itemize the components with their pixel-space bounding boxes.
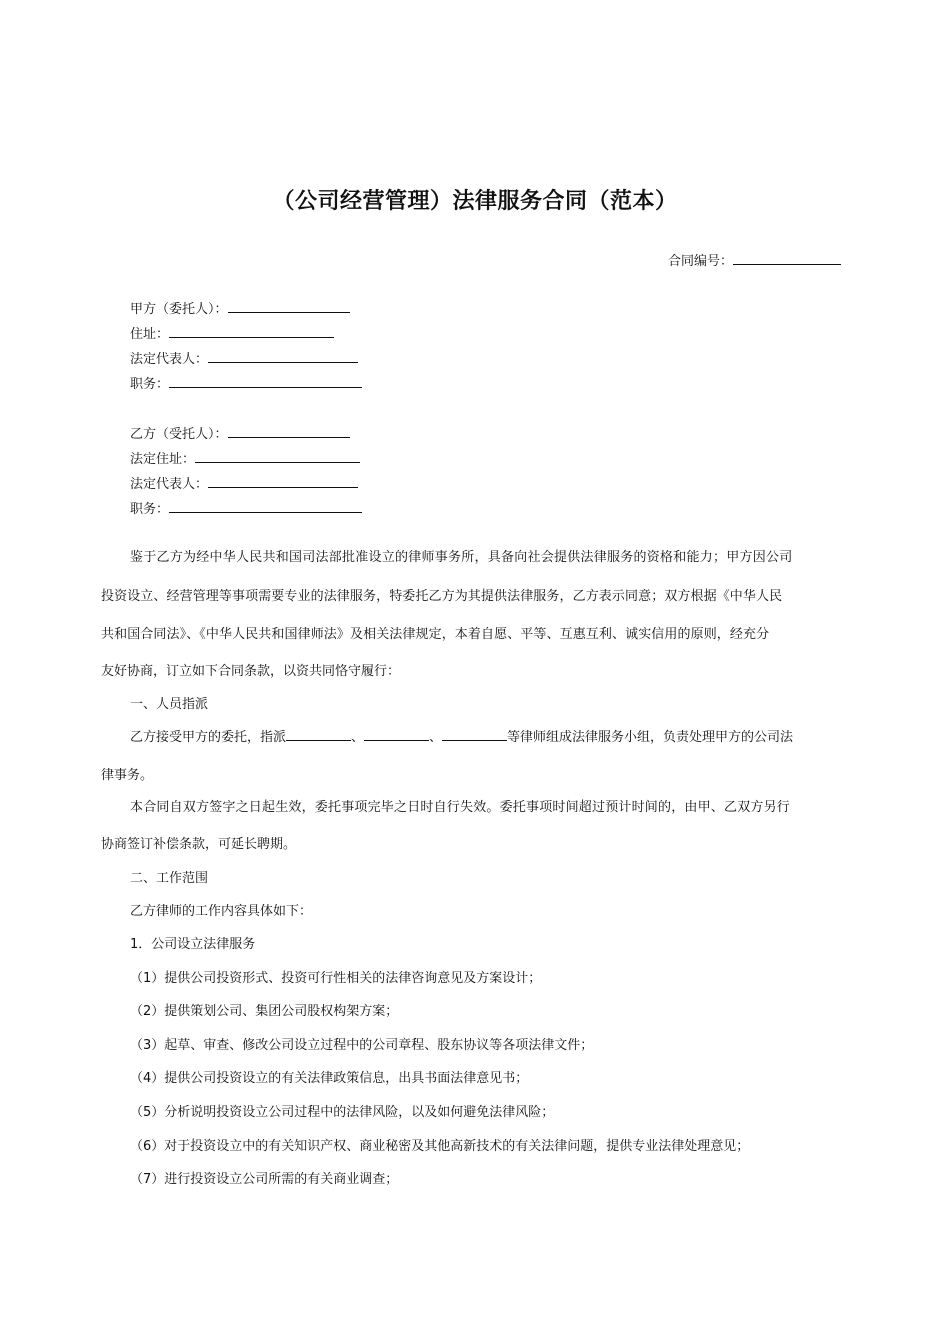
party-b-rep-field [130, 473, 358, 492]
party-a-address-field [130, 323, 334, 342]
lawyer-2-blank [364, 726, 429, 741]
section-1-paragraph-2-line-2: 协商签订补偿条款，可延长聘期。 [101, 837, 297, 852]
party-a-address-label: 住址： [130, 327, 170, 342]
preamble-line-4: 友好协商，订立如下合同条款，以资共同恪守履行： [101, 664, 401, 679]
document-title: （公司经营管理）法律服务合同（范本） [272, 189, 678, 214]
party-b-name-blank [228, 423, 350, 438]
party-b-rep-label: 法定代表人： [130, 477, 209, 492]
party-a-rep-blank [208, 348, 358, 363]
list-item: （5）分析说明投资设立公司过程中的法律风险，以及如何避免法律风险； [130, 1105, 555, 1120]
party-b-name-field [130, 423, 350, 442]
section-1-heading: 一、人员指派 [130, 697, 209, 712]
party-a-address-blank [169, 323, 334, 338]
section-1-paragraph-2-line-1: 本合同自双方签字之日起生效，委托事项完毕之日时自行失效。委托事项时间超过预计时间的，由甲、乙双方另行 [130, 800, 791, 815]
list-item: （4）提供公司投资设立的有关法律政策信息，出具书面法律意见书； [130, 1071, 529, 1086]
party-b-position-label: 职务： [130, 502, 170, 517]
list-item: （6）对于投资设立中的有关知识产权、商业秘密及其他高新技术的有关法律问题，提供专业法律处理意见； [130, 1139, 750, 1154]
party-a-position-field [130, 373, 362, 392]
section-2-heading: 二、工作范围 [130, 871, 209, 886]
section-1-paragraph-1-line-2: 律事务。 [101, 768, 154, 783]
party-a-name-blank [228, 298, 350, 313]
section-1-p1-start: 乙方接受甲方的委托，指派 [130, 730, 287, 745]
party-b-address-field [130, 448, 360, 467]
list-item: （7）进行投资设立公司所需的有关商业调查； [130, 1172, 399, 1187]
party-b-address-blank [195, 448, 360, 463]
preamble-line-1: 鉴于乙方为经中华人民共和国司法部批准设立的律师事务所，具备向社会提供法律服务的资格和能力；甲方因公司 [130, 550, 793, 565]
section-1-p1-end: 等律师组成法律服务小组，负责处理甲方的公司法 [507, 730, 794, 745]
list-item: （2）提供策划公司、集团公司股权构架方案； [130, 1004, 399, 1019]
party-a-rep-label: 法定代表人： [130, 352, 209, 367]
party-a-name-label: 甲方（委托人）： [130, 302, 228, 317]
lawyer-3-blank [442, 726, 507, 741]
subsection-1-heading: 1．公司设立法律服务 [130, 937, 256, 952]
party-b-position-field [130, 498, 362, 517]
separator-2: 、 [429, 730, 443, 745]
party-a-position-blank [169, 373, 362, 388]
party-b-name-label: 乙方（受托人）： [130, 427, 228, 442]
party-a-position-label: 职务： [130, 377, 170, 392]
list-item: （3）起草、审查、修改公司设立过程中的公司章程、股东协议等各项法律文件； [130, 1038, 594, 1053]
contract-number-field [668, 250, 841, 269]
party-b-address-label: 法定住址： [130, 452, 196, 467]
party-b-position-blank [169, 498, 362, 513]
list-item: （1）提供公司投资形式、投资可行性相关的法律咨询意见及方案设计； [130, 971, 542, 986]
party-a-rep-field [130, 348, 358, 367]
contract-number-label: 合同编号： [668, 254, 734, 269]
separator-1: 、 [351, 730, 365, 745]
section-2-intro: 乙方律师的工作内容具体如下： [130, 904, 313, 919]
section-1-paragraph-1 [130, 726, 793, 745]
party-b-rep-blank [208, 473, 358, 488]
contract-number-blank [733, 250, 841, 265]
party-a-name-field [130, 298, 350, 317]
preamble-line-3: 共和国合同法》、《中华人民共和国律师法》及相关法律规定，本着自愿、平等、互惠互利、诚实信用的原则，经充分 [101, 627, 770, 642]
preamble-line-2: 投资设立、经营管理等事项需要专业的法律服务，特委托乙方为其提供法律服务，乙方表示同意；双方根据《中华人民 [101, 589, 783, 604]
lawyer-1-blank [286, 726, 351, 741]
